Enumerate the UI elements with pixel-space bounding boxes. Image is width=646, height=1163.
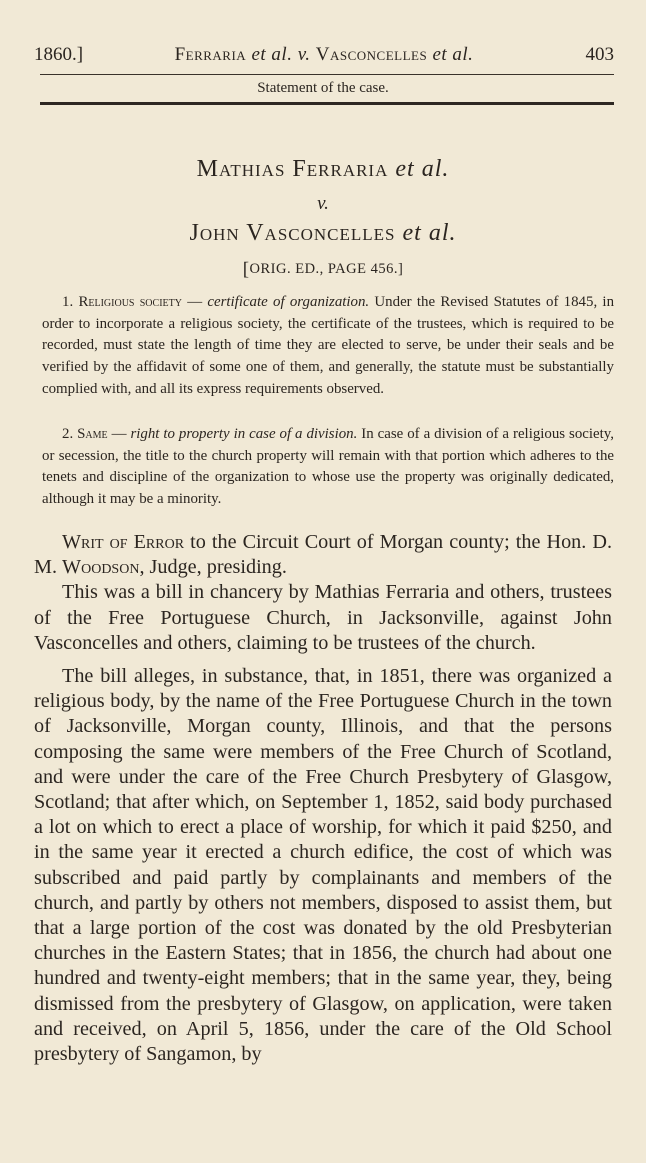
plaintiff-name: Mathias Ferraria [196, 156, 396, 182]
headnote-dash: — [181, 294, 208, 310]
header-rule [40, 74, 614, 75]
defendant-caption [0, 220, 646, 247]
headnote-1 [42, 292, 614, 401]
body-paragraph-3: The bill alleges, in substance, that, in 1851, there was organized a religious body, by the name of the Free Portuguese Church in the town of Jacksonville, Morgan county, Illinois, and that the persons composing the same were members of the Free Church of Scotland, and were under the care of the Free Church Presbytery of Glasgow, Scotland; that after which, on September 1, 1852, said body purchased a lot on which to erect a place of worship, for which it paid $250, and in the same year it erected a church edifice, the cost of which was subscribed and paid partly by complainants and members of the church, and partly by others not members, disposed to assist them, but that a large portion of the cost was donated by the old Presbyterian churches in the Eastern States; that in 1856, the church had about one hundred and twenty-eight members; that in the same year, they, being dismissed from the presbytery of Glasgow, on application, were taken and received, on April 5, 1856, under the care of the Old School presbytery of Sangamon, by [34, 665, 612, 1066]
header-case-title [30, 44, 618, 66]
judge-name: Woodson [62, 556, 140, 579]
running-header [30, 44, 618, 74]
plaintiff-caption [0, 156, 646, 183]
header-title-d: Vasconcelles [315, 44, 433, 65]
headnote-text: In case of a division of a religious society, or secession, the title to the church property will remain with that portion which adheres to the tenets and discipline of the organization to whose use the property was originally dedicated, although it may be a minority. [42, 426, 614, 508]
header-year: 1860.] [34, 44, 84, 65]
plaintiff-etal: et al. [395, 156, 450, 182]
orig-text: ORIG. ED., PAGE 456.] [249, 261, 404, 277]
section-subtitle: Statement of the case. [257, 80, 389, 96]
headnote-topic: Same [77, 426, 108, 442]
writ-end: , Judge, presiding. [139, 556, 287, 579]
headnote-topic: Religious society [78, 294, 182, 310]
headnote-number: 1. [62, 294, 79, 310]
defendant-name: John Vasconcelles [189, 220, 403, 246]
writ-label: Writ of Error [62, 531, 185, 553]
writ-text: to the Circuit Court of Morgan county; the Hon. D. M. [34, 531, 612, 579]
body-paragraph-2: This was a bill in chancery by Mathias Ferraria and others, trustees of the Free Portuguese Church, in Jacksonville, against John Vasconcelles and others, claiming to be trustees of the church. [34, 581, 612, 654]
headnote-text: Under the Revised Statutes of 1845, in order to incorporate a religious society, the certificate of the trustees, which is required to be recorded, must state the length of time they are elected to serve, be under their seals and be verified by the affidavit of some one of them, and generally, the statute must be substantially complied with, and all its express requirements observed. [42, 294, 615, 397]
headnote-subtopic: right to property in case of a division. [130, 426, 358, 442]
versus: v. [317, 193, 329, 214]
header-title-b: et al. [251, 44, 293, 65]
headnote-2 [42, 424, 614, 511]
subtitle-rule [40, 102, 614, 105]
headnote-number: 2. [62, 426, 78, 442]
statement-body [34, 530, 612, 1067]
header-title-e: et al. [432, 44, 474, 65]
header-title-c: v. [292, 44, 316, 65]
defendant-etal: et al. [402, 220, 457, 246]
writ-paragraph [34, 530, 612, 580]
page-number: 403 [585, 44, 614, 65]
header-title-a: Ferraria [174, 44, 252, 65]
headnote-dash: — [107, 426, 131, 442]
original-edition-ref [0, 257, 646, 279]
orig-bracket: [ [242, 259, 250, 280]
headnote-subtopic: certificate of organization. [207, 294, 370, 310]
